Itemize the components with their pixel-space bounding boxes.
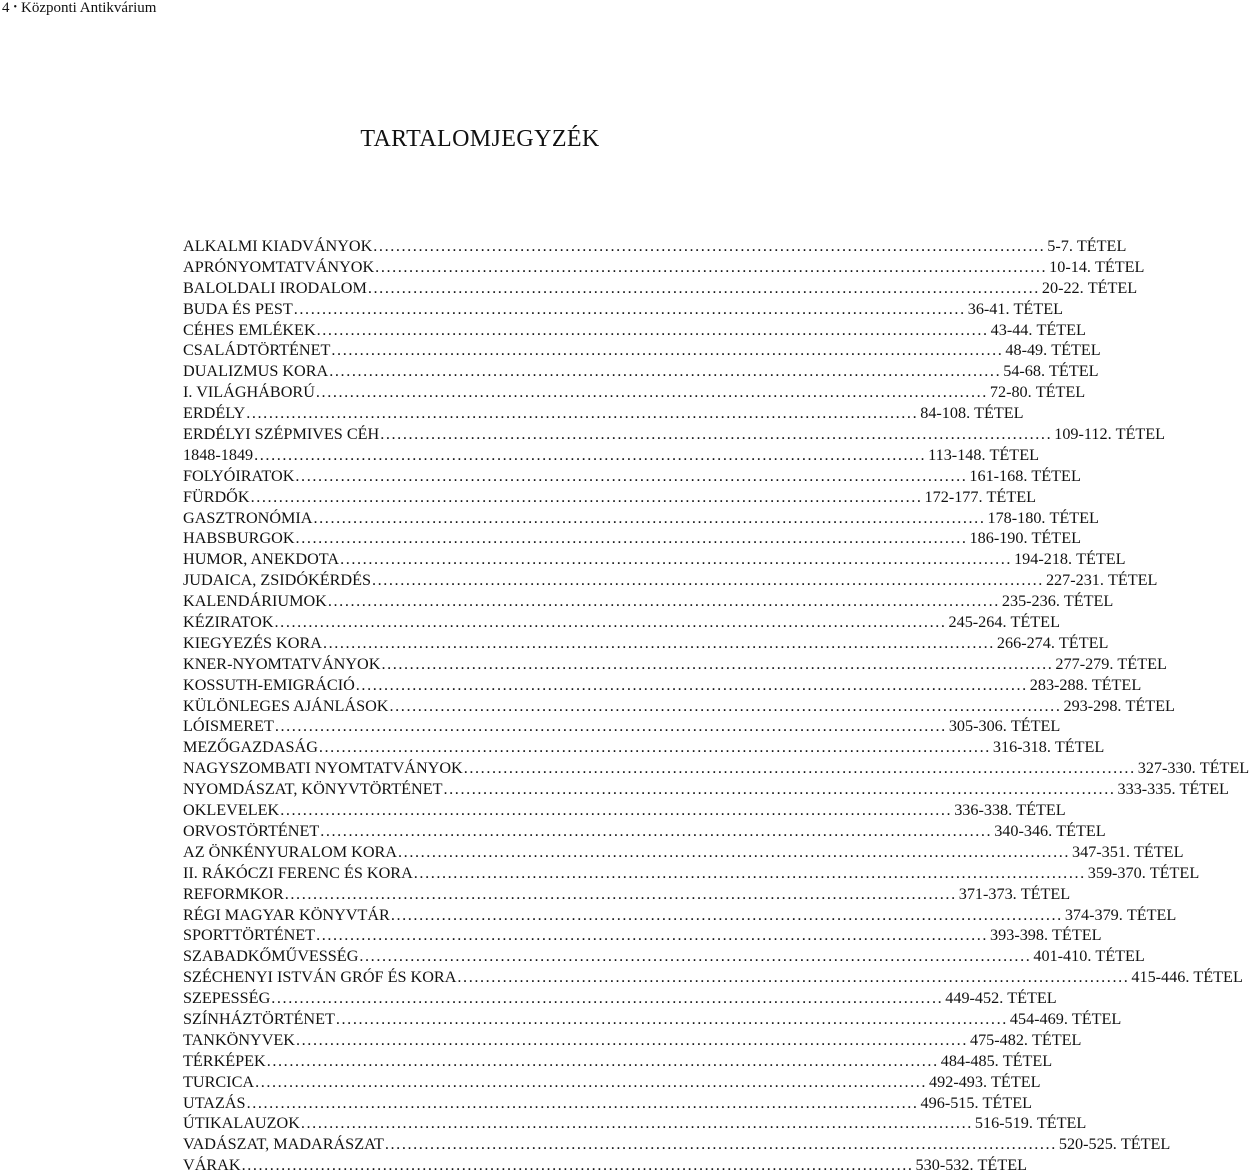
- toc-entry-suffix: TÉTEL: [989, 445, 1039, 464]
- toc-entry-suffix: TÉTEL: [1115, 425, 1166, 444]
- toc-entry: [183, 654, 1167, 675]
- toc-entry-title: ERDÉLY: [183, 404, 246, 423]
- dot-leader: .......................................................................................................................: [331, 341, 1004, 360]
- toc-entry: [183, 905, 1177, 926]
- toc-entry-title: SZABADKŐMŰVESSÉG: [183, 947, 359, 966]
- dot-leader: .......................................................................................................................: [293, 299, 966, 318]
- toc-entry: [183, 779, 1229, 800]
- page-number: 4: [2, 0, 10, 16]
- toc-entry-suffix: TÉTEL: [1054, 738, 1105, 757]
- toc-entry-title: AZ ÖNKÉNYURALOM KORA: [183, 842, 398, 861]
- toc-entry-suffix: TÉTEL: [986, 487, 1036, 506]
- page-title: TARTALOMJEGYZÉK: [360, 126, 600, 152]
- toc-entry-title: SZÉCHENYI ISTVÁN GRÓF ÉS KORA: [183, 968, 457, 987]
- dot-leader: .......................................................................................................................: [389, 696, 1062, 715]
- toc-entry: [183, 716, 1061, 737]
- dot-leader: .......................................................................................................................: [295, 529, 968, 548]
- dot-leader: .......................................................................................................................: [315, 383, 988, 402]
- toc-entry-range: 43-44.: [990, 320, 1033, 339]
- toc-entry-range: 415-446.: [1131, 968, 1190, 987]
- toc-entry-suffix: TÉTEL: [1117, 654, 1167, 673]
- toc-entry-range: 475-482.: [969, 1030, 1028, 1049]
- toc-entry-range: 305-306.: [948, 717, 1007, 736]
- toc-entry-suffix: TÉTEL: [1031, 529, 1081, 548]
- toc-entry-title: VÁRAK: [183, 1156, 241, 1175]
- toc-entry-title: TURCICA: [183, 1072, 255, 1091]
- dot-leader: .......................................................................................................................: [329, 362, 1002, 381]
- toc-entry-title: CSALÁDTÖRTÉNET: [183, 341, 331, 360]
- dot-leader: .......................................................................................................................: [340, 550, 1013, 569]
- toc-entry-suffix: TÉTEL: [1107, 571, 1158, 590]
- toc-entry-suffix: TÉTEL: [991, 1072, 1041, 1091]
- toc-entry-suffix: TÉTEL: [1013, 299, 1063, 318]
- toc-entry-suffix: TÉTEL: [982, 1093, 1032, 1112]
- dot-leader: .......................................................................................................................: [313, 508, 986, 527]
- toc-entry-suffix: TÉTEL: [1007, 989, 1057, 1008]
- toc-entry: [183, 633, 1109, 654]
- toc-entry-suffix: TÉTEL: [977, 1156, 1027, 1175]
- toc-entry: [183, 1155, 1027, 1176]
- toc-entry-title: OKLEVELEK: [183, 801, 280, 820]
- toc-entry-title: KÉZIRATOK: [183, 613, 274, 632]
- toc-entry-suffix: TÉTEL: [1049, 508, 1099, 527]
- toc-entry: [183, 236, 1127, 257]
- toc-entry-suffix: TÉTEL: [1052, 926, 1102, 945]
- dot-leader: .......................................................................................................................: [318, 738, 991, 757]
- toc-entry-title: TANKÖNYVEK: [183, 1030, 295, 1049]
- toc-entry-suffix: TÉTEL: [1087, 278, 1138, 297]
- toc-entry-suffix: TÉTEL: [1051, 341, 1101, 360]
- toc-entry-suffix: TÉTEL: [1120, 1135, 1171, 1154]
- toc-entry-range: 449-452.: [945, 989, 1004, 1008]
- toc-entry-range: 161-168.: [969, 466, 1028, 485]
- toc-entry-range: 72-80.: [989, 383, 1032, 402]
- toc-entry: [183, 591, 1114, 612]
- dot-leader: .......................................................................................................................: [271, 989, 944, 1008]
- toc-entry-range: 496-515.: [920, 1093, 979, 1112]
- dot-leader: .......................................................................................................................: [300, 1114, 973, 1133]
- toc-entry-suffix: TÉTEL: [1031, 1030, 1082, 1049]
- toc-entry-suffix: TÉTEL: [1016, 801, 1066, 820]
- toc-entry: [183, 570, 1158, 591]
- toc-entry-suffix: TÉTEL: [1125, 696, 1175, 715]
- toc-entry: [183, 1009, 1122, 1030]
- toc-entry-title: SZÍNHÁZTÖRTÉNET: [183, 1009, 335, 1028]
- toc-entry-range: 109-112.: [1054, 425, 1112, 444]
- toc-entry-title: KOSSUTH-EMIGRÁCIÓ: [183, 675, 355, 694]
- toc-entry-range: 277-279.: [1055, 654, 1114, 673]
- toc-entry-title: SZEPESSÉG: [183, 989, 271, 1008]
- dot-leader: .......................................................................................................................: [327, 592, 1000, 611]
- toc-entry-suffix: TÉTEL: [1010, 613, 1060, 632]
- dot-leader: .......................................................................................................................: [413, 863, 1086, 882]
- toc-entry: [183, 278, 1138, 299]
- toc-entry-suffix: TÉTEL: [1031, 466, 1081, 485]
- toc-entry-suffix: TÉTEL: [1071, 1009, 1122, 1028]
- dot-leader: .......................................................................................................................: [398, 842, 1071, 861]
- toc-entry-suffix: TÉTEL: [1193, 968, 1243, 987]
- toc-entry-range: 327-330.: [1137, 759, 1196, 778]
- toc-entry: [183, 842, 1184, 863]
- toc-entry-suffix: TÉTEL: [1063, 592, 1114, 611]
- toc-entry-suffix: TÉTEL: [1010, 717, 1061, 736]
- toc-entry: [183, 675, 1142, 696]
- dot-leader: .......................................................................................................................: [255, 1072, 928, 1091]
- toc-entry-range: 371-373.: [958, 884, 1017, 903]
- toc-entry-title: GASZTRONÓMIA: [183, 508, 313, 527]
- toc-entry-suffix: TÉTEL: [1058, 633, 1109, 652]
- dot-leader: .......................................................................................................................: [371, 571, 1044, 590]
- dot-leader: .......................................................................................................................: [266, 1051, 939, 1070]
- toc-entry-range: 235-236.: [1001, 592, 1060, 611]
- toc-entry-suffix: TÉTEL: [1076, 550, 1126, 569]
- dot-leader: .......................................................................................................................: [274, 613, 947, 632]
- toc-entry: [183, 508, 1099, 529]
- toc-entry: [183, 340, 1101, 361]
- dot-leader: .......................................................................................................................: [375, 257, 1048, 276]
- toc-entry: [183, 549, 1126, 570]
- toc-entry-suffix: TÉTEL: [1002, 1051, 1053, 1070]
- running-head: [2, 0, 156, 17]
- toc-entry-range: 48-49.: [1005, 341, 1048, 360]
- toc-entry-title: RÉGI MAGYAR KÖNYVTÁR: [183, 905, 390, 924]
- toc-entry: [183, 696, 1175, 717]
- toc-entry-title: ORVOSTÖRTÉNET: [183, 821, 320, 840]
- toc-entry: [183, 299, 1063, 320]
- dot-leader: .......................................................................................................................: [316, 926, 989, 945]
- toc-entry-range: 401-410.: [1033, 947, 1092, 966]
- dot-leader: .......................................................................................................................: [241, 1156, 914, 1175]
- toc-entry-title: KNER-NYOMTATVÁNYOK: [183, 654, 381, 673]
- toc-entry: [183, 925, 1102, 946]
- dot-leader: .......................................................................................................................: [246, 1093, 919, 1112]
- toc-entry-range: 283-288.: [1029, 675, 1088, 694]
- toc-entry: [183, 946, 1145, 967]
- dot-leader: .......................................................................................................................: [280, 801, 953, 820]
- toc-entry-range: 340-346.: [994, 821, 1053, 840]
- dot-leader: .......................................................................................................................: [322, 633, 995, 652]
- toc-entry-title: ERDÉLYI SZÉPMIVES CÉH: [183, 425, 380, 444]
- toc-entry-suffix: TÉTEL: [1126, 905, 1177, 924]
- table-of-contents: [183, 236, 1249, 1176]
- toc-entry: [183, 821, 1106, 842]
- dot-leader: .......................................................................................................................: [335, 1009, 1008, 1028]
- toc-entry-suffix: TÉTEL: [1036, 1114, 1087, 1133]
- toc-entry-title: LÓISMERET: [183, 717, 274, 736]
- toc-entry-title: NYOMDÁSZAT, KÖNYVTÖRTÉNET: [183, 780, 443, 799]
- toc-entry: [183, 967, 1243, 988]
- toc-entry: [183, 1030, 1082, 1051]
- toc-entry-suffix: TÉTEL: [1035, 383, 1086, 402]
- toc-entry-range: 194-218.: [1014, 550, 1073, 569]
- toc-entry: [183, 884, 1071, 905]
- toc-entry-suffix: TÉTEL: [1091, 675, 1142, 694]
- dot-leader: .......................................................................................................................: [296, 1030, 968, 1049]
- dot-leader: .......................................................................................................................: [443, 780, 1116, 799]
- toc-entry-title: JUDAICA, ZSIDÓKÉRDÉS: [183, 571, 371, 590]
- toc-entry-range: 359-370.: [1087, 863, 1146, 882]
- toc-entry-title: APRÓNYOMTATVÁNYOK: [183, 257, 375, 276]
- toc-entry-suffix: TÉTEL: [1036, 320, 1086, 339]
- toc-entry-title: CÉHES EMLÉKEK: [183, 320, 316, 339]
- dot-leader: .......................................................................................................................: [457, 968, 1130, 987]
- dot-leader: .......................................................................................................................: [246, 404, 919, 423]
- toc-entry-range: 336-338.: [954, 801, 1013, 820]
- toc-entry-range: 374-379.: [1064, 905, 1123, 924]
- toc-entry: [183, 800, 1066, 821]
- toc-entry: [183, 758, 1249, 779]
- bullet-separator: •: [13, 2, 18, 13]
- toc-entry: [183, 320, 1086, 341]
- toc-entry-range: 484-485.: [940, 1051, 999, 1070]
- toc-entry-title: KIEGYEZÉS KORA: [183, 633, 322, 652]
- dot-leader: .......................................................................................................................: [254, 445, 927, 464]
- toc-entry-title: KÜLÖNLEGES AJÁNLÁSOK: [183, 696, 389, 715]
- toc-entry: [183, 1134, 1171, 1155]
- toc-entry-title: II. RÁKÓCZI FERENC ÉS KORA: [183, 863, 413, 882]
- toc-entry: [183, 988, 1057, 1009]
- toc-entry: [183, 1113, 1087, 1134]
- toc-entry-suffix: TÉTEL: [974, 404, 1024, 423]
- toc-entry-range: 347-351.: [1072, 842, 1131, 861]
- toc-entry: [183, 257, 1145, 278]
- toc-entry-title: HABSBURGOK: [183, 529, 295, 548]
- toc-entry-title: VADÁSZAT, MADARÁSZAT: [183, 1135, 384, 1154]
- toc-entry-range: 516-519.: [974, 1114, 1033, 1133]
- toc-entry: [183, 737, 1105, 758]
- toc-entry-title: KALENDÁRIUMOK: [183, 592, 327, 611]
- toc-entry: [183, 466, 1081, 487]
- toc-entry-suffix: TÉTEL: [1179, 780, 1229, 799]
- toc-entry-range: 266-274.: [996, 633, 1055, 652]
- toc-entry-range: 36-41.: [967, 299, 1010, 318]
- toc-entry-title: REFORMKOR: [183, 884, 284, 903]
- toc-entry: [183, 863, 1200, 884]
- toc-entry: [183, 1051, 1053, 1072]
- toc-entry-range: 54-68.: [1003, 362, 1046, 381]
- toc-entry-title: HUMOR, ANEKDOTA: [183, 550, 340, 569]
- toc-entry-range: 186-190.: [969, 529, 1028, 548]
- toc-entry-suffix: TÉTEL: [1020, 884, 1071, 903]
- toc-entry-range: 113-148.: [928, 445, 986, 464]
- catalog-name: Központi Antikvárium: [21, 0, 157, 16]
- toc-entry-suffix: TÉTEL: [1149, 863, 1200, 882]
- toc-entry-title: BALOLDALI IRODALOM: [183, 278, 367, 297]
- toc-entry: [183, 612, 1060, 633]
- toc-entry-title: FOLYÓIRATOK: [183, 466, 295, 485]
- toc-entry-range: 520-525.: [1058, 1135, 1117, 1154]
- dot-leader: .......................................................................................................................: [274, 717, 947, 736]
- dot-leader: .......................................................................................................................: [381, 654, 1054, 673]
- toc-entry-title: ALKALMI KIADVÁNYOK: [183, 237, 373, 255]
- toc-entry-range: 178-180.: [987, 508, 1046, 527]
- toc-entry: [183, 1072, 1041, 1093]
- toc-entry: [183, 1093, 1032, 1114]
- toc-entry-suffix: TÉTEL: [1049, 362, 1099, 381]
- toc-entry-title: MEZŐGAZDASÁG: [183, 738, 318, 757]
- toc-entry-suffix: TÉTEL: [1076, 237, 1127, 255]
- toc-entry-suffix: TÉTEL: [1095, 947, 1145, 966]
- dot-leader: .......................................................................................................................: [390, 905, 1063, 924]
- dot-leader: .......................................................................................................................: [359, 947, 1032, 966]
- toc-entry-suffix: TÉTEL: [1134, 842, 1184, 861]
- toc-entry-range: 20-22.: [1041, 278, 1084, 297]
- toc-entry-title: DUALIZMUS KORA: [183, 362, 329, 381]
- toc-entry-title: FÜRDŐK: [183, 487, 250, 506]
- toc-entry-range: 393-398.: [990, 926, 1049, 945]
- toc-entry-range: 5-7.: [1047, 237, 1073, 255]
- toc-entry-range: 227-231.: [1045, 571, 1104, 590]
- toc-entry-title: BUDA ÉS PEST: [183, 299, 293, 318]
- toc-entry-range: 530-532.: [915, 1156, 974, 1175]
- toc-entry-range: 316-318.: [992, 738, 1051, 757]
- toc-entry-range: 245-264.: [948, 613, 1007, 632]
- dot-leader: .......................................................................................................................: [373, 237, 1046, 255]
- toc-entry-range: 492-493.: [929, 1072, 988, 1091]
- toc-entry-suffix: TÉTEL: [1094, 257, 1145, 276]
- toc-entry-suffix: TÉTEL: [1056, 821, 1106, 840]
- toc-entry-title: 1848-1849: [183, 445, 254, 464]
- toc-entry-range: 293-298.: [1063, 696, 1122, 715]
- toc-entry-range: 454-469.: [1009, 1009, 1068, 1028]
- toc-entry-range: 172-177.: [924, 487, 983, 506]
- toc-entry: [183, 528, 1081, 549]
- toc-entry: [183, 382, 1086, 403]
- dot-leader: .......................................................................................................................: [380, 425, 1053, 444]
- dot-leader: .......................................................................................................................: [367, 278, 1040, 297]
- toc-entry-title: SPORTTÖRTÉNET: [183, 926, 316, 945]
- dot-leader: .......................................................................................................................: [250, 487, 923, 506]
- toc-entry-range: 333-335.: [1117, 780, 1176, 799]
- toc-entry-range: 10-14.: [1049, 257, 1091, 276]
- dot-leader: .......................................................................................................................: [316, 320, 989, 339]
- dot-leader: .......................................................................................................................: [463, 759, 1136, 778]
- toc-entry-suffix: TÉTEL: [1199, 759, 1249, 778]
- dot-leader: .......................................................................................................................: [384, 1135, 1057, 1154]
- dot-leader: .......................................................................................................................: [320, 821, 993, 840]
- toc-entry-title: ÚTIKALAUZOK: [183, 1114, 300, 1133]
- dot-leader: .......................................................................................................................: [295, 466, 968, 485]
- toc-entry-title: TÉRKÉPEK: [183, 1051, 266, 1070]
- dot-leader: .......................................................................................................................: [355, 675, 1028, 694]
- toc-entry-title: I. VILÁGHÁBORÚ: [183, 383, 315, 402]
- toc-entry-range: 84-108.: [920, 404, 971, 423]
- toc-entry: [183, 403, 1024, 424]
- toc-entry: [183, 445, 1039, 466]
- toc-entry: [183, 487, 1036, 508]
- toc-entry: [183, 424, 1166, 445]
- toc-entry-title: NAGYSZOMBATI NYOMTATVÁNYOK: [183, 759, 463, 778]
- toc-entry: [183, 361, 1099, 382]
- toc-entry-title: UTAZÁS: [183, 1093, 246, 1112]
- dot-leader: .......................................................................................................................: [284, 884, 957, 903]
